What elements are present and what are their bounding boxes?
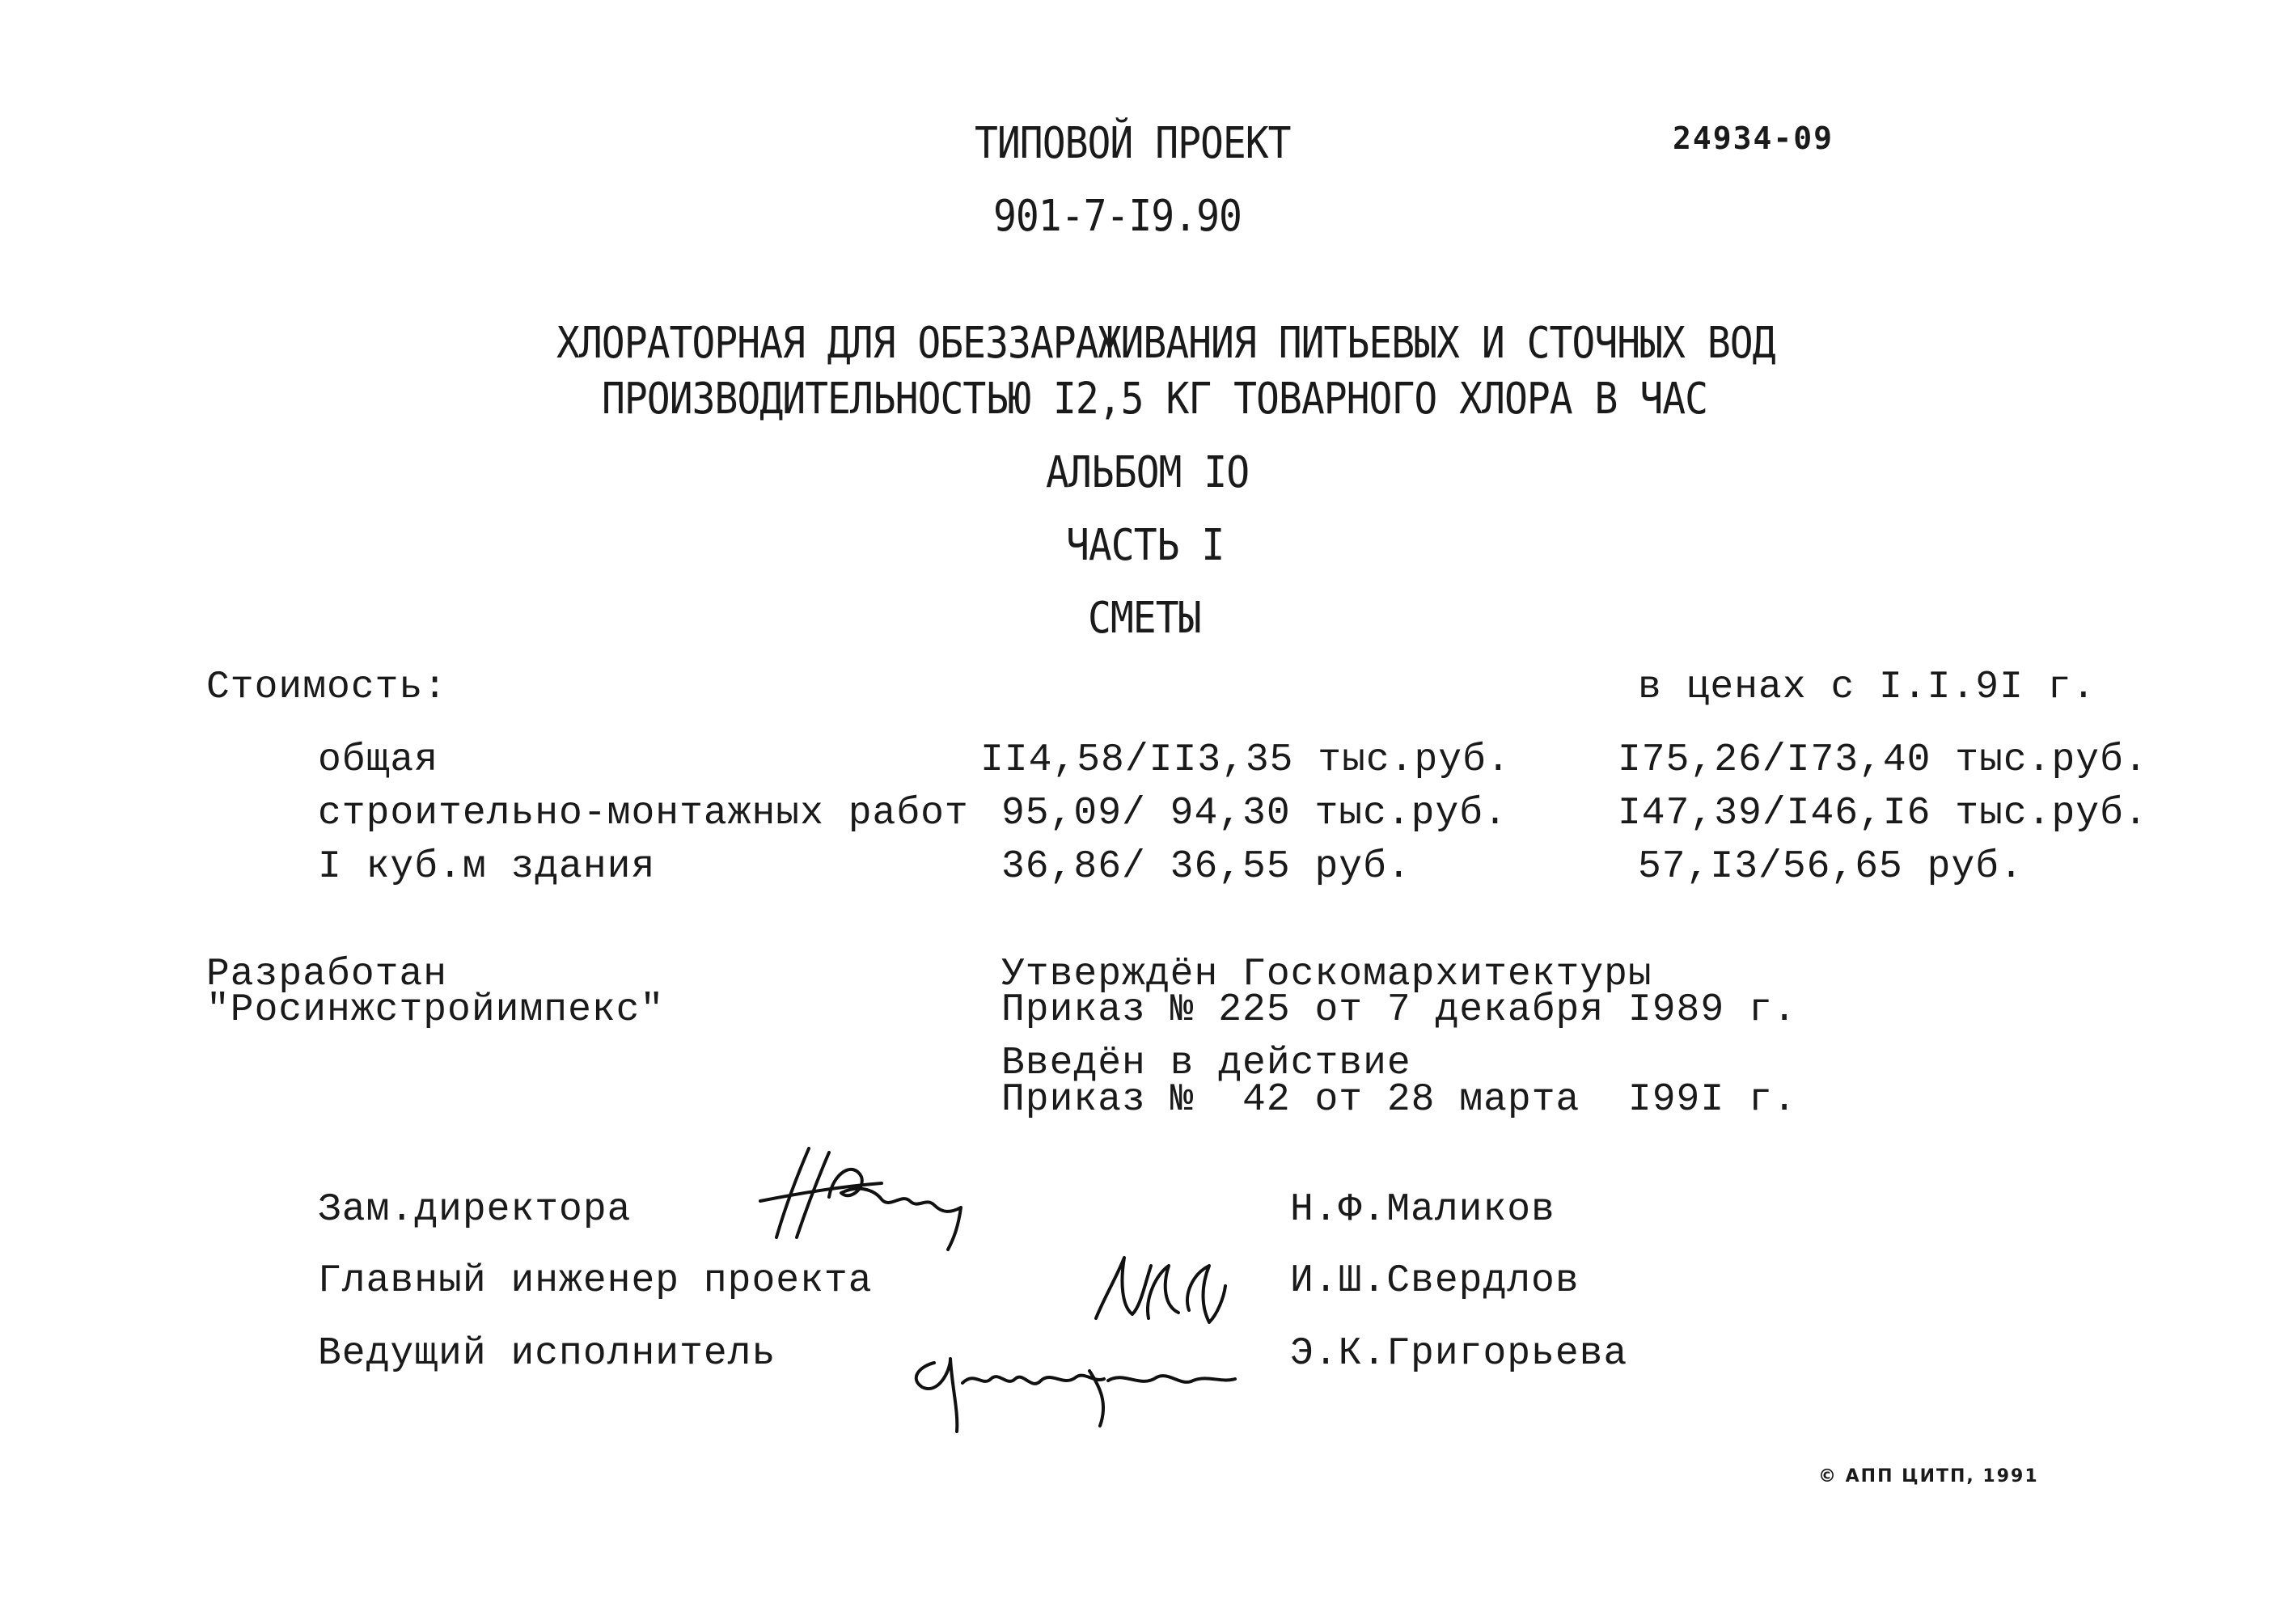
cost-row-value-1: 95,09/ 94,30 тыс.руб. — [1001, 792, 1508, 835]
cost-row-value-2: I47,39/I46,I6 тыс.руб. — [1618, 792, 2148, 835]
signatory-name: И.Ш.Свердлов — [1290, 1259, 1580, 1303]
cost-row-name: строительно-монтажных работ — [318, 792, 969, 835]
cost-row-value-2: 57,I3/56,65 руб. — [1638, 845, 2024, 889]
title-line-1: ХЛОРАТОРНАЯ ДЛЯ ОБЕЗЗАРАЖИВАНИЯ ПИТЬЕВЫХ И СТОЧНЫХ ВОД — [556, 317, 1775, 369]
developer-label: Разработан — [206, 953, 448, 996]
enacted-label: Введён в действие — [1001, 1042, 1411, 1085]
approved-by: Утверждён Госкомархитектуры — [1001, 953, 1652, 996]
price-basis: в ценах с I.I.9I г. — [1638, 666, 2096, 709]
signatory-role: Зам.директора — [318, 1188, 632, 1232]
project-type-heading: ТИПОВОЙ ПРОЕКТ — [975, 117, 1291, 169]
cost-row-name: общая — [318, 738, 439, 782]
approved-order: Приказ № 225 от 7 декабря I989 г. — [1001, 988, 1797, 1032]
signatory-role: Главный инженер проекта — [318, 1259, 873, 1303]
cost-row-value-1: II4,58/II3,35 тыс.руб. — [980, 738, 1511, 782]
section-heading: СМЕТЫ — [1088, 592, 1201, 644]
document-code: 24934-09 — [1673, 121, 1834, 156]
signatory-role: Ведущий исполнитель — [318, 1332, 776, 1376]
signatory-name: Н.Ф.Маликов — [1290, 1188, 1555, 1232]
cost-row-value-2: I75,26/I73,40 тыс.руб. — [1618, 738, 2148, 782]
cost-label: Стоимость: — [206, 666, 448, 709]
signatory-name: Э.К.Григорьева — [1290, 1332, 1628, 1376]
signature-chief-engineer — [1088, 1241, 1233, 1330]
developer-name: "Росинжстройимпекс" — [206, 988, 665, 1032]
title-line-2: ПРОИЗВОДИТЕЛЬНОСТЬЮ I2,5 КГ ТОВАРНОГО ХЛОРА В ЧАС — [602, 373, 1708, 425]
enacted-order: Приказ № 42 от 28 марта I99I г. — [1001, 1078, 1797, 1122]
project-number: 901-7-I9.90 — [993, 190, 1242, 242]
signature-lead-executor — [902, 1339, 1242, 1436]
copyright-notice: © АПП ЦИТП, 1991 — [1818, 1466, 2039, 1487]
cost-row-name: I куб.м здания — [318, 845, 656, 889]
part-heading: ЧАСТЬ I — [1066, 519, 1225, 571]
signature-deputy-director — [752, 1136, 979, 1258]
album-heading: АЛЬБОМ IO — [1046, 446, 1250, 498]
cost-row-value-1: 36,86/ 36,55 руб. — [1001, 845, 1411, 889]
